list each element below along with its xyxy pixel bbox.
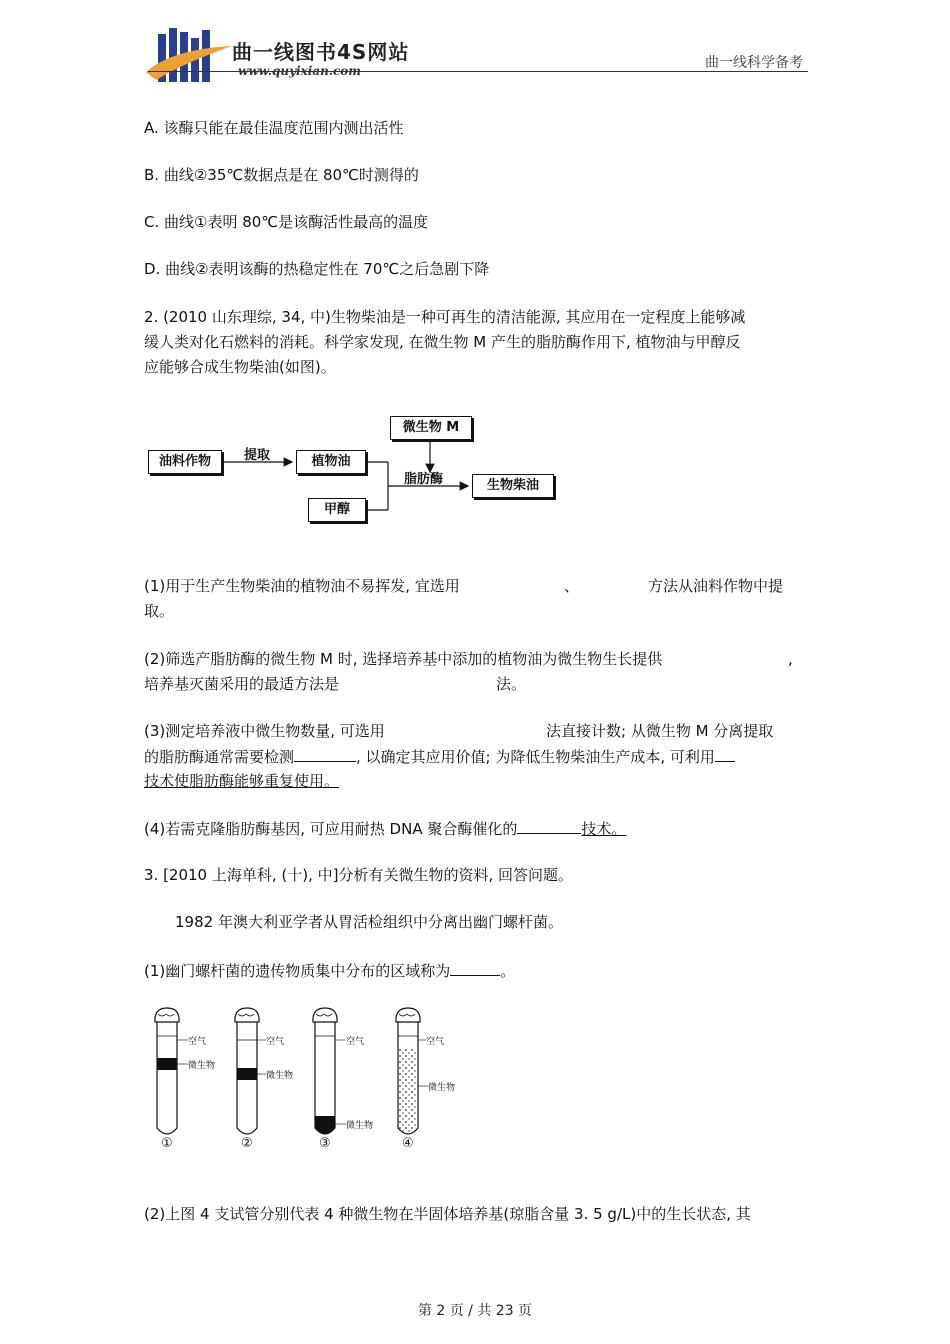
option-d: D. 曲线②表明该酶的热稳定性在 70℃之后急剧下降 (144, 260, 490, 278)
box-microbe-m: 微生物 M (390, 416, 472, 440)
q3-s1-blank[interactable] (450, 958, 500, 976)
page-number: 第 2 页 / 共 23 页 (417, 1303, 533, 1319)
logo-title: 曲一线图书4S网站 (232, 40, 410, 64)
q2-s3-line2 (144, 744, 814, 770)
q2-s3-text-b: 法直接计数; 从微生物 M 分离提取 (546, 722, 774, 740)
q2-s3-blank-2[interactable] (715, 744, 735, 762)
box-vegetable-oil: 植物油 (296, 450, 366, 474)
option-b: B. 曲线②35℃数据点是在 80℃时测得的 (144, 166, 419, 184)
tube2-microbe-label: 微生物 (266, 1071, 294, 1081)
q2-s3-text-a: (3)测定培养液中微生物数量, 可选用 (144, 722, 385, 740)
q2-intro-line1: 2. (2010 山东理综, 34, 中)生物柴油是一种可再生的清洁能源, 其应用在一定程度上能够减 (144, 308, 746, 326)
q2-s1-text-a: (1)用于生产生物柴油的植物油不易挥发, 宜选用 (144, 577, 460, 595)
q2-s4-text-a: (4)若需克隆脂肪酶基因, 可应用耐热 DNA 聚合酶催化的 (144, 820, 518, 838)
test-tubes-drawing (140, 1000, 470, 1160)
option-c: C. 曲线①表明 80℃是该酶活性最高的温度 (144, 213, 429, 231)
q2-s3-blank-1[interactable] (294, 744, 356, 762)
q2-s1-sep: 、 (564, 577, 580, 595)
q2-s1-line2: 取。 (144, 602, 175, 620)
q2-s2-text-a: (2)筛选产脂肪酶的微生物 M 时, 选择培养基中添加的植物油为微生物生长提供 (144, 650, 663, 668)
q3-paragraph: 1982 年澳大利亚学者从胃活检组织中分离出幽门螺杆菌。 (175, 913, 563, 931)
box-biodiesel: 生物柴油 (472, 474, 554, 498)
q2-s3-text-c: 的脂肪酶通常需要检测 (144, 748, 295, 766)
q2-s4-blank[interactable] (517, 816, 581, 834)
q3-s1-text: (1)幽门螺杆菌的遗传物质集中分布的区域称为 (144, 962, 451, 980)
q2-s2-text-b: 培养基灭菌采用的最适方法是 (144, 675, 340, 693)
tube3-number: ③ (319, 1136, 331, 1151)
q2-s3-line1 (144, 719, 814, 744)
q3-s1 (144, 958, 515, 984)
tube3-microbe-label: 微生物 (346, 1121, 374, 1131)
q2-s2-comma: , (788, 650, 793, 668)
site-logo (144, 26, 234, 84)
tube1-number: ① (161, 1136, 173, 1151)
q2-s3-line3: 技术使脂肪酶能够重复使用。 (144, 772, 340, 790)
q3-s2: (2)上图 4 支试管分别代表 4 种微生物在半固体培养基(琼脂含量 3. 5 g/L)中的生长状态, 其 (144, 1205, 751, 1223)
tube4-air-label: 空气 (426, 1037, 445, 1047)
q2-intro-line3: 应能够合成生物柴油(如图)。 (144, 358, 336, 376)
logo-url[interactable]: www.quyixian.com (238, 64, 362, 78)
q2-s4 (144, 816, 626, 842)
q2-s1-line1 (144, 574, 814, 599)
q2-s3-text-d: , 以确定其应用价值; 为降低生物柴油生产成本, 可利用 (356, 748, 715, 766)
q2-s2-line2 (144, 672, 814, 697)
q3-s1-end: 。 (500, 962, 516, 980)
q2-s2-line1 (144, 647, 814, 672)
q2-s2-text-c: 法。 (496, 675, 527, 693)
label-lipase: 脂肪酶 (404, 472, 444, 487)
option-a: A. 该酶只能在最佳温度范围内测出活性 (144, 119, 404, 137)
label-extract: 提取 (244, 448, 271, 463)
q2-s4-text-b: 技术。 (581, 820, 627, 838)
test-tubes-figure (140, 1000, 470, 1160)
q2-s1-text-b: 方法从油料作物中提 (648, 577, 784, 595)
tube1-air-label: 空气 (188, 1037, 207, 1047)
tube3-air-label: 空气 (346, 1037, 365, 1047)
biodiesel-flow-diagram (140, 410, 570, 530)
q3-intro: 3. [2010 上海单科, (十), 中]分析有关微生物的资料, 回答问题。 (144, 866, 574, 884)
tube4-number: ④ (402, 1136, 414, 1151)
logo-bars-icon (144, 26, 234, 84)
tube2-air-label: 空气 (266, 1037, 285, 1047)
q2-intro-line2: 缓人类对化石燃料的消耗。科学家发现, 在微生物 M 产生的脂肪酶作用下, 植物油与甲醇反 (144, 333, 741, 351)
box-oil-crops: 油料作物 (148, 450, 222, 474)
tube1-microbe-label: 微生物 (188, 1061, 216, 1071)
tube4-microbe-label: 微生物 (428, 1083, 456, 1093)
header-divider (148, 71, 808, 72)
header-right-text: 曲一线科学备考 (705, 55, 803, 71)
box-methanol: 甲醇 (308, 498, 366, 522)
tube2-number: ② (241, 1136, 253, 1151)
